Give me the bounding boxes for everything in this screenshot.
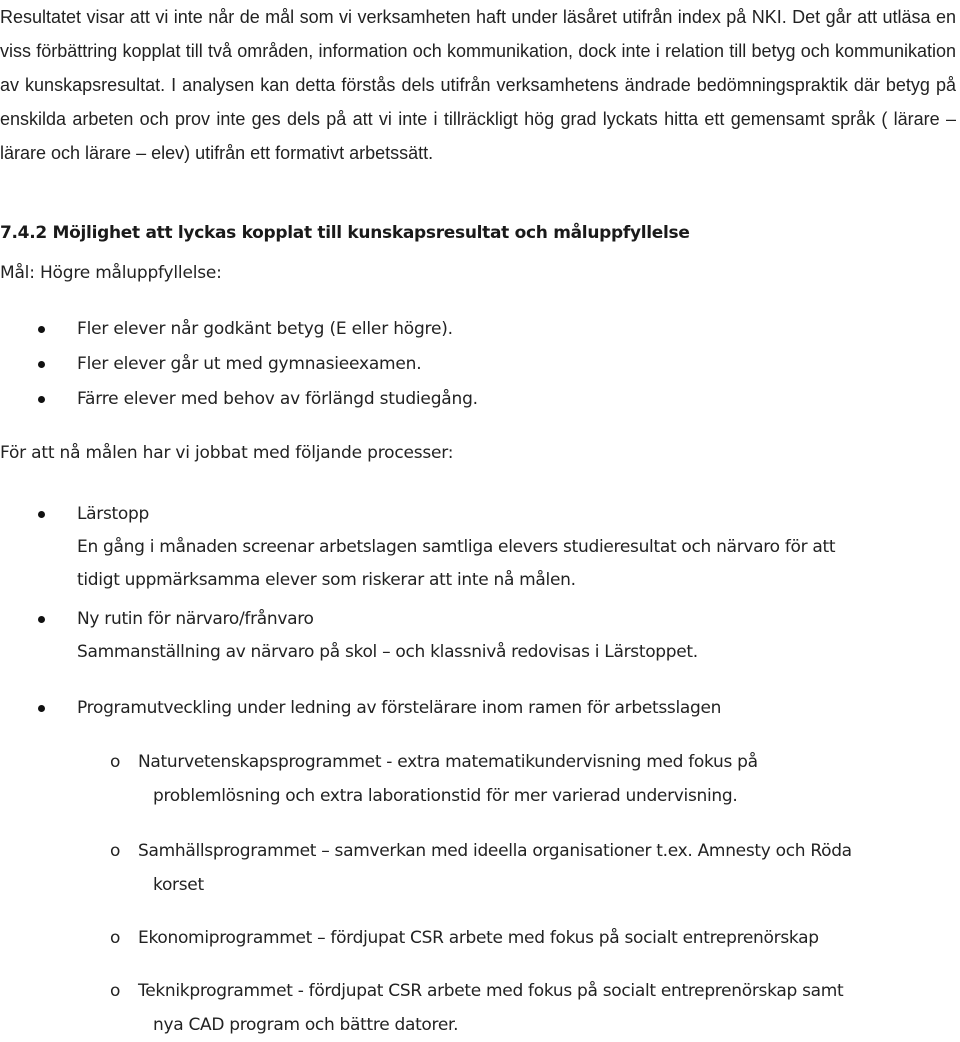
programme-item-teknik [0, 974, 960, 1042]
goal-label: Mål: Högre måluppfyllelse: [0, 263, 222, 283]
programme-text: problemlösning och extra laborationstid för mer varierad undervisning. [153, 786, 738, 806]
section-heading: 7.4.2 Möjlighet att lyckas kopplat till kunskapsresultat och måluppfyllelse [0, 223, 690, 243]
goal-item [0, 347, 478, 382]
sub-bullet-icon: o [110, 752, 121, 772]
programme-item-naturvetenskap [0, 745, 960, 813]
programme-text: nya CAD program och bättre datorer. [153, 1015, 459, 1035]
sub-bullet-icon: o [110, 928, 121, 948]
process-title: Lärstopp [77, 504, 149, 524]
process-description: En gång i månaden screenar arbetslagen samtliga elevers studieresultat och närvaro för att [77, 537, 836, 557]
programme-text: korset [153, 875, 204, 895]
process-intro: För att nå målen har vi jobbat med följande processer: [0, 443, 454, 463]
programme-text: Ekonomiprogrammet – fördjupat CSR arbete med fokus på socialt entreprenörskap [138, 928, 819, 948]
bullet-icon [38, 361, 45, 368]
process-item-narvaro [0, 603, 957, 669]
goal-text: Fler elever når godkänt betyg (E eller högre). [77, 319, 453, 339]
programme-text: Teknikprogrammet - fördjupat CSR arbete med fokus på socialt entreprenörskap samt [138, 981, 844, 1001]
bullet-icon [38, 511, 45, 518]
programme-item-ekonomi [0, 921, 960, 955]
bullet-icon [38, 326, 45, 333]
goals-list [0, 312, 478, 417]
goal-item [0, 382, 478, 417]
programme-text: Naturvetenskapsprogrammet - extra matematikundervisning med fokus på [138, 752, 758, 772]
bullet-icon [38, 705, 45, 712]
sub-bullet-icon: o [110, 981, 121, 1001]
sub-bullet-icon: o [110, 841, 121, 861]
bullet-icon [38, 616, 45, 623]
process-description: tidigt uppmärksamma elever som riskerar att inte nå målen. [77, 570, 576, 590]
bullet-icon [38, 396, 45, 403]
process-title: Ny rutin för närvaro/frånvaro [77, 609, 314, 629]
process-item-programutveckling [0, 692, 957, 725]
programme-text: Samhällsprogrammet – samverkan med ideella organisationer t.ex. Amnesty och Röda [138, 841, 852, 861]
goal-text: Fler elever går ut med gymnasieexamen. [77, 354, 422, 374]
process-title: Programutveckling under ledning av förstelärare inom ramen för arbetsslagen [77, 698, 722, 718]
programme-item-samhall [0, 834, 960, 902]
intro-paragraph: Resultatet visar att vi inte når de mål som vi verksamheten haft under läsåret utifrån index på NKI. Det går att utläsa en viss förbättring kopplat till två områden, information och kommunikation, dock inte i relation till betyg och kommunikation av kunskapsresultat. I analysen kan detta förstås dels utifrån verksamhetens ändrade bedömningspraktik där betyg på enskilda arbeten och prov inte ges dels på att vi inte i tillräckligt hög grad lyckats hitta ett gemensamt språk ( lärare – lärare och lärare – elev) utifrån ett formativt arbetssätt. [0, 7, 956, 163]
process-item-larstopp [0, 498, 957, 597]
goal-text: Färre elever med behov av förlängd studiegång. [77, 389, 478, 409]
goal-item [0, 312, 478, 347]
process-description: Sammanställning av närvaro på skol – och klassnivå redovisas i Lärstoppet. [77, 642, 698, 662]
